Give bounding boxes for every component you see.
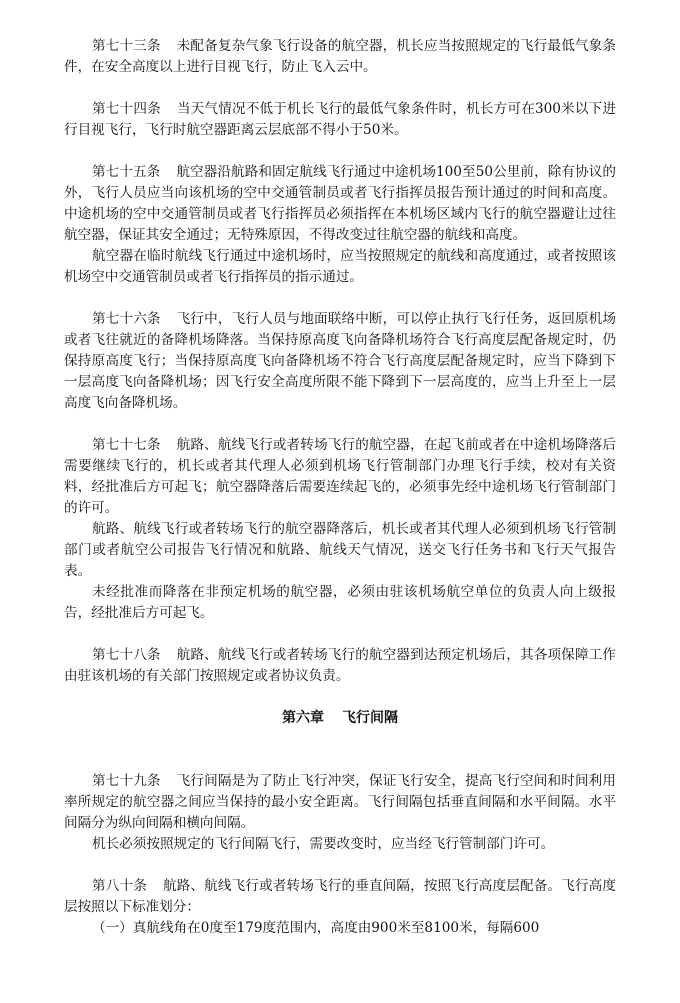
article-number: 第八十条 <box>92 878 147 894</box>
article-paragraph: 未经批准而降落在非预定机场的航空器，必须由驻该机场航空单位的负责人向上级报告，经批准后方可起飞。 <box>64 584 616 621</box>
article-80 <box>64 876 616 939</box>
article-number: 第七十四条 <box>92 101 161 117</box>
chapter-title: 飞行间隔 <box>342 710 398 726</box>
article-paragraph <box>64 36 616 78</box>
article-text: 飞行中，飞行人员与地面联络中断，可以停止执行飞行任务，返回原机场或者飞往就近的备降机场降落。当保持原高度飞向备降机场符合飞行高度层配备规定时，仍保持原高度飞行；当保持原高度飞向备降机场不符合飞行高度层配备规定时，应当下降到下一层高度飞向备降机场；因飞行安全高度所限不能下降到下一层高度的，应当上升至上一层高度飞向备降机场。 <box>64 311 617 411</box>
article-number: 第七十七条 <box>92 437 161 453</box>
article-75 <box>64 162 616 288</box>
article-paragraph: 航空器在临时航线飞行通过中途机场时，应当按照规定的航线和高度通过，或者按照该机场空中交通管制员或者飞行指挥员的指示通过。 <box>64 248 616 285</box>
article-79 <box>64 771 616 855</box>
article-paragraph <box>64 876 616 918</box>
chapter-number: 第六章 <box>282 710 324 726</box>
article-paragraph: 航路、航线飞行或者转场飞行的航空器降落后，机长或者其代理人必须到机场飞行管制部门或者航空公司报告飞行情况和航路、航线天气情况，送交飞行任务书和飞行天气报告表。 <box>64 521 616 579</box>
document-page <box>64 36 616 939</box>
article-77 <box>64 435 616 624</box>
article-paragraph <box>64 771 616 834</box>
article-text: 未配备复杂气象飞行设备的航空器，机长应当按照规定的飞行最低气象条件，在安全高度以上进行目视飞行，防止飞入云中。 <box>64 38 617 75</box>
article-paragraph: （一）真航线角在0度至179度范围内，高度由900米至8100米，每隔600 <box>92 920 540 936</box>
article-paragraph <box>64 309 616 414</box>
article-text: 飞行间隔是为了防止飞行冲突，保证飞行安全，提高飞行空间和时间利用率所规定的航空器之间应当保持的最小安全距离。飞行间隔包括垂直间隔和水平间隔。水平间隔分为纵向间隔和横向间隔。 <box>64 773 617 831</box>
article-text: 航路、航线飞行或者转场飞行的航空器，在起飞前或者在中途机场降落后需要继续飞行的，机长或者其代理人必须到机场飞行管制部门办理飞行手续，校对有关资料，经批准后方可起飞；航空器降落后需要连续起飞的，必须事先经中途机场飞行管制部门的许可。 <box>64 437 617 516</box>
article-paragraph <box>64 162 616 246</box>
article-paragraph <box>64 645 616 687</box>
article-text: 航路、航线飞行或者转场飞行的航空器到达预定机场后，其各项保障工作由驻该机场的有关部门按照规定或者协议负责。 <box>64 647 617 684</box>
article-73 <box>64 36 616 78</box>
article-paragraph: 机长必须按照规定的飞行间隔飞行，需要改变时，应当经飞行管制部门许可。 <box>92 836 555 852</box>
article-number: 第七十八条 <box>92 647 161 663</box>
article-78 <box>64 645 616 687</box>
article-number: 第七十三条 <box>92 38 161 54</box>
article-paragraph <box>64 99 616 141</box>
article-number: 第七十六条 <box>92 311 161 327</box>
article-text: 航路、航线飞行或者转场飞行的垂直间隔，按照飞行高度层配备。飞行高度层按照以下标准划分： <box>64 878 617 915</box>
article-text: 航空器沿航路和固定航线飞行通过中途机场100至50公里前，除有协议的外，飞行人员应当向该机场的空中交通管制员或者飞行指挥员报告预计通过的时间和高度。中途机场的空中交通管制员或者飞行指挥员必须指挥在本机场区域内飞行的航空器避让过往航空器，保证其安全通过；无特殊原因，不得改变过往航空器的航线和高度。 <box>64 164 617 243</box>
article-74 <box>64 99 616 141</box>
article-number: 第七十五条 <box>92 164 161 180</box>
chapter-heading <box>64 708 616 729</box>
article-text: 当天气情况不低于机长飞行的最低气象条件时，机长方可在300米以下进行目视飞行，飞行时航空器距离云层底部不得小于50米。 <box>64 101 617 138</box>
article-paragraph <box>64 435 616 519</box>
article-number: 第七十九条 <box>92 773 161 789</box>
article-76 <box>64 309 616 414</box>
